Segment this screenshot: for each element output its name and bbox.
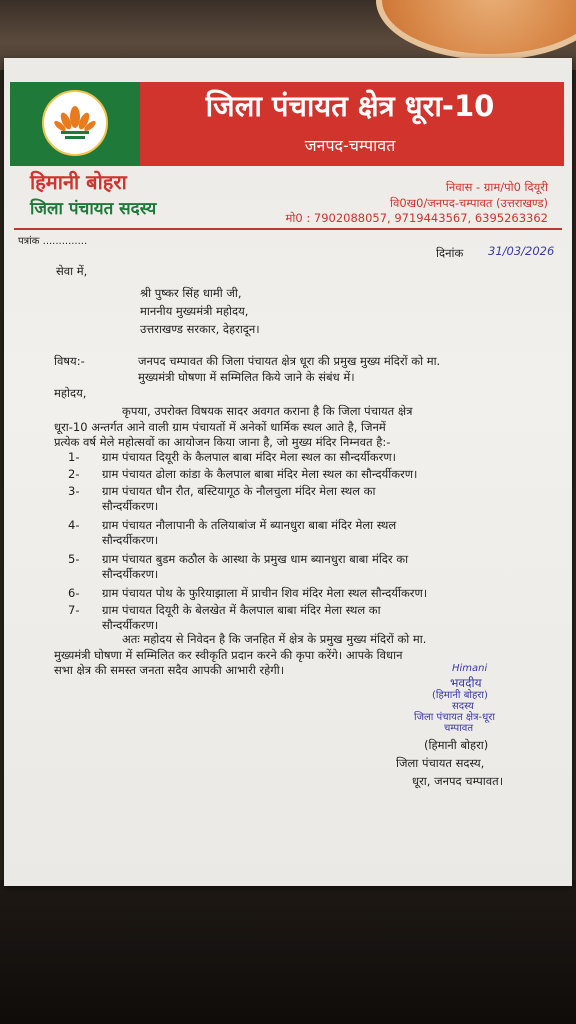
bjp-lotus-logo-icon: [42, 90, 108, 156]
member-designation: जिला पंचायत सदस्य: [30, 199, 157, 219]
closing-line-2: मुख्यमंत्री घोषणा में सम्मिलित कर स्वीकृति प्रदान करने की कृपा करेंगे। आपके विधान: [54, 648, 403, 662]
background-bottom: [0, 880, 576, 1024]
recipient-line-2: माननीय मुख्यमंत्री महोदय,: [140, 304, 249, 318]
list-item-continuation: सौन्दर्यीकरण।: [102, 618, 159, 632]
list-item: ग्राम पंचायत नौलापानी के तलियाबांज में ब्यानधुरा बाबा मंदिर मेला स्थल: [102, 518, 397, 532]
list-item: ग्राम पंचायत पोथ के फुरियाझाला में प्राचीन शिव मंदिर मेला स्थल सौन्दर्यीकरण।: [102, 586, 428, 600]
list-number: 5-: [68, 552, 80, 566]
list-item: ग्राम पंचायत दियूरी के कैलपाल बाबा मंदिर मेला स्थल का सौन्दर्यीकरण।: [102, 450, 397, 464]
stamp-district: चम्पावत: [444, 723, 474, 734]
subject-line-1: जनपद चम्पावत की जिला पंचायत क्षेत्र धूरा की प्रमुख मुख्य मंदिरों को मा.: [138, 354, 441, 368]
letterhead-banner: [10, 82, 564, 166]
intro-line-1: कृपया, उपरोक्त विषयक सादर अवगत कराना है कि जिला पंचायत क्षेत्र: [122, 404, 413, 418]
letterhead-subtitle: जनपद-चम्पावत: [304, 136, 396, 155]
closing-line-3: सभा क्षेत्र की समस्त जनता सदैव आपकी आभारी रहेगी।: [54, 663, 285, 677]
list-item: ग्राम पंचायत दियूरी के बेलखेत में कैलपाल बाबा मंदिर मेला स्थल का: [102, 603, 381, 617]
stamp-designation: सदस्य: [452, 701, 474, 712]
seva-mein: सेवा में,: [56, 264, 88, 278]
list-number: 1-: [68, 450, 80, 464]
list-number: 3-: [68, 484, 80, 498]
list-item: ग्राम पंचायत ढोला कांडा के कैलपाल बाबा मंदिर मेला स्थल का सौन्दर्यीकरण।: [102, 467, 418, 481]
stamp-area: जिला पंचायत क्षेत्र-धूरा: [414, 712, 495, 723]
date-label: दिनांक: [436, 246, 464, 260]
subject-label: विषय:-: [54, 354, 85, 368]
signature-name: (हिमानी बोहरा): [424, 738, 489, 752]
list-number: 6-: [68, 586, 80, 600]
intro-line-3: प्रत्येक वर्ष मेले महोत्सवों का आयोजन किया जाना है, जो मुख्य मंदिर निम्नवत है:-: [54, 435, 391, 449]
header-divider: [14, 228, 562, 230]
intro-line-2: धूरा-10 अन्तर्गत आने वाली ग्राम पंचायतों में अनेकों धार्मिक स्थल आते है, जिनमें: [54, 420, 386, 434]
recipient-line-1: श्री पुष्कर सिंह धामी जी,: [140, 286, 242, 300]
address-phone: मो0 : 7902088057, 9719443567, 6395263362: [285, 211, 548, 225]
list-item: ग्राम पंचायत बुडम कठौल के आस्था के प्रमुख धाम ब्यानधुरा बाबा मंदिर का: [102, 552, 409, 566]
handwritten-signature: Himani: [452, 663, 488, 674]
letterhead-title: जिला पंचायत क्षेत्र धूरा-10: [205, 89, 495, 123]
list-number: 7-: [68, 603, 80, 617]
closing-line-1: अतः महोदय से निवेदन है कि जनहित में क्षेत्र के प्रमुख मुख्य मंदिरों को मा.: [122, 632, 427, 646]
signature-location: धूरा, जनपद चम्पावत।: [412, 774, 504, 788]
list-number: 2-: [68, 467, 80, 481]
salutation: महोदय,: [54, 386, 87, 400]
stamp-name: (हिमानी बोहरा): [432, 690, 488, 701]
date-value: 31/03/2026: [488, 244, 555, 258]
address-line-2: वि0ख0/जनपद-चम्पावत (उत्तराखण्ड): [389, 196, 548, 210]
list-item-continuation: सौन्दर्यीकरण।: [102, 499, 159, 513]
patrank: पत्रांक ..............: [18, 236, 88, 247]
list-number: 4-: [68, 518, 80, 532]
recipient-line-3: उत्तराखण्ड सरकार, देहरादून।: [140, 322, 260, 336]
list-item-continuation: सौन्दर्यीकरण।: [102, 533, 159, 547]
list-item: ग्राम पंचायत धौन रौत, बस्टियागूठ के नौलचुला मंदिर मेला स्थल का: [102, 484, 376, 498]
address-line-1: निवास - ग्राम/पो0 दियूरी: [445, 180, 548, 194]
list-item-continuation: सौन्दर्यीकरण।: [102, 567, 159, 581]
member-name: हिमानी बोहरा: [30, 170, 127, 194]
stamp-bhavdiya: भवदीय: [450, 676, 482, 690]
subject-line-2: मुख्यमंत्री घोषणा में सम्मिलित किये जाने के संबंध में।: [138, 370, 355, 384]
letter-paper: [4, 58, 572, 886]
signature-designation: जिला पंचायत सदस्य,: [396, 756, 485, 770]
signature-stamp: [414, 663, 534, 733]
